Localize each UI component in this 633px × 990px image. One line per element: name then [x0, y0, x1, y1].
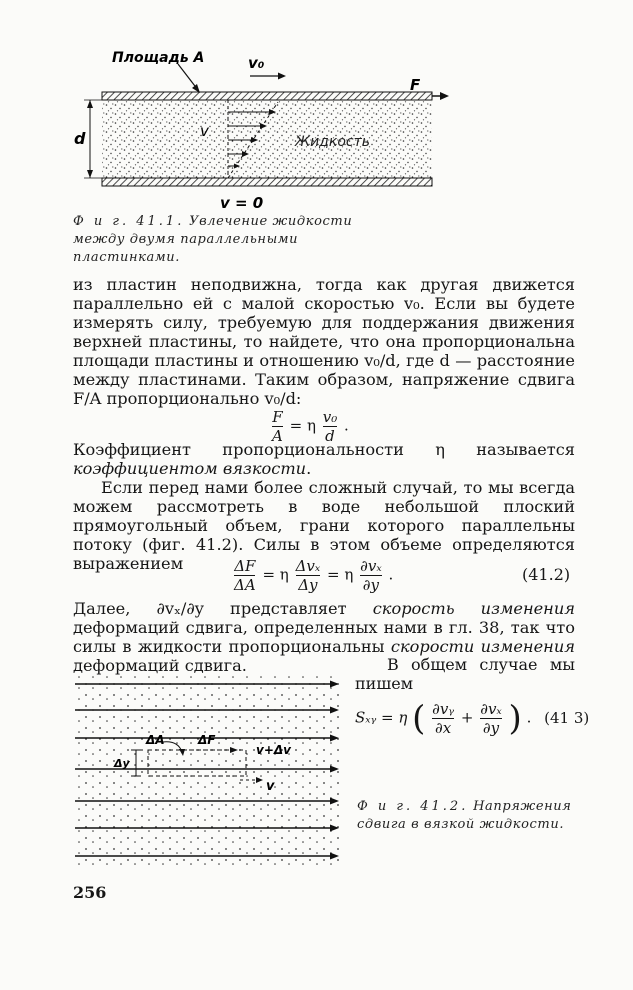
eq3-end: .: [526, 708, 532, 727]
eq1-end: .: [344, 416, 349, 435]
paragraph-2: [73, 440, 575, 478]
paragraph-4-part3: деформаций сдвига.: [73, 656, 247, 675]
label-dF: ΔF: [198, 733, 216, 747]
eq2-den1: ΔA: [234, 576, 256, 594]
term-viscosity: коэффициентом вязкости: [73, 459, 307, 478]
paragraph-4-part1: Далее, ∂vₓ/∂y представляет: [73, 599, 373, 618]
equation-3: Sₓᵧ = η ( $\frac{\text{∂vᵧ}}{\partial x}$ + $\frac{\text{∂vₓ}}{\partial y}$ ) . (41 3): [355, 698, 590, 739]
equation-2-number: (41.2): [522, 565, 571, 584]
page-number: 256: [73, 883, 107, 902]
eq2-den3: ∂y: [362, 576, 379, 594]
label-v0: v₀: [248, 54, 265, 72]
label-v: v: [200, 122, 209, 140]
label-v-plus-dv: v+Δv: [256, 743, 291, 757]
figure-41-2-caption: [357, 798, 577, 834]
figure-41-1: [60, 40, 450, 220]
paragraph-1: из пластин неподвижна, тогда как другая движется параллельно ей с малой скоростью v₀. Если вы будете измерять силу, требуемую для поддержания движения верхней пластины, то найдете, что она пропорциональна площади пластины и отношению v₀/d, где d — расстояние между пластинами. Таким образом, напряжение сдвига F/A пропорционально v₀/d:: [73, 275, 575, 408]
figure-41-2: [70, 670, 345, 870]
label-dy: Δy: [114, 757, 130, 770]
bottom-plate: [102, 178, 432, 186]
label-v-zero: v = 0: [220, 194, 264, 212]
eq1-rhs-den: d: [325, 427, 335, 445]
eq2-end: .: [388, 565, 394, 584]
eq2-num2: Δvₓ: [295, 557, 321, 575]
eq3-den1: ∂x: [435, 719, 452, 737]
paragraph-4-part2: деформаций сдвига, определенных нами в гл. 38, так что силы в жидкости пропорциональны: [73, 618, 575, 656]
eq3-den2: ∂y: [482, 719, 500, 737]
term-rate-of-change-1: скорость изменения: [372, 599, 575, 618]
eq3-plus: +: [460, 708, 474, 727]
eq2-den2: Δy: [298, 576, 318, 594]
equation-2: [232, 557, 393, 594]
label-v-fig2: v: [266, 779, 275, 794]
label-F: F: [410, 76, 421, 94]
equation-3-number: (41 3): [544, 708, 590, 727]
paragraph-2-start: Коэффициент пропорциональности η называется: [73, 440, 575, 459]
eq2-eq2: = η: [326, 565, 354, 584]
eq3-num2: ∂vₓ: [480, 700, 502, 718]
label-d: d: [74, 129, 86, 148]
eq2-num1: ΔF: [234, 557, 256, 575]
eq1-lhs-num: F: [272, 408, 283, 426]
figure-41-2-caption-prefix: Ф и г. 41.2.: [357, 799, 469, 814]
term-rate-of-change-2: скорости изменения: [390, 637, 575, 656]
eq1-eq: = η: [289, 416, 316, 435]
label-dA: ΔA: [146, 733, 165, 747]
paragraph-2-end: .: [306, 459, 312, 478]
eq3-lhs: Sₓᵧ = η: [355, 708, 408, 727]
eq1-lhs-den: A: [272, 427, 283, 445]
eq2-num3: ∂vₓ: [360, 557, 382, 575]
eq1-rhs-num: v₀: [322, 408, 338, 426]
top-plate: [102, 92, 432, 100]
figure-41-1-caption: [73, 213, 403, 267]
figure-41-2-caption-text: Напряжения сдвига в вязкой жидкости.: [357, 799, 572, 832]
label-liquid: Жидкость: [295, 134, 370, 150]
paragraph-3: Если перед нами более сложный случай, то мы всегда можем рассмотреть в воде небольшой плоский прямоугольный объем, грани которого параллельны потоку (фиг. 41.2). Силы в этом объеме определяются выражением: [73, 478, 575, 573]
label-area: Площадь A: [112, 50, 205, 66]
eq2-eq1: = η: [262, 565, 289, 584]
eq3-num1: ∂vᵧ: [432, 700, 455, 718]
figure-41-1-caption-prefix: Ф и г. 41.1.: [73, 214, 185, 229]
figure-41-1-caption-text: Увлечение жидкости между двумя параллельными пластинками.: [73, 214, 353, 265]
paragraph-5: В общем случае мы пишем: [355, 655, 575, 693]
